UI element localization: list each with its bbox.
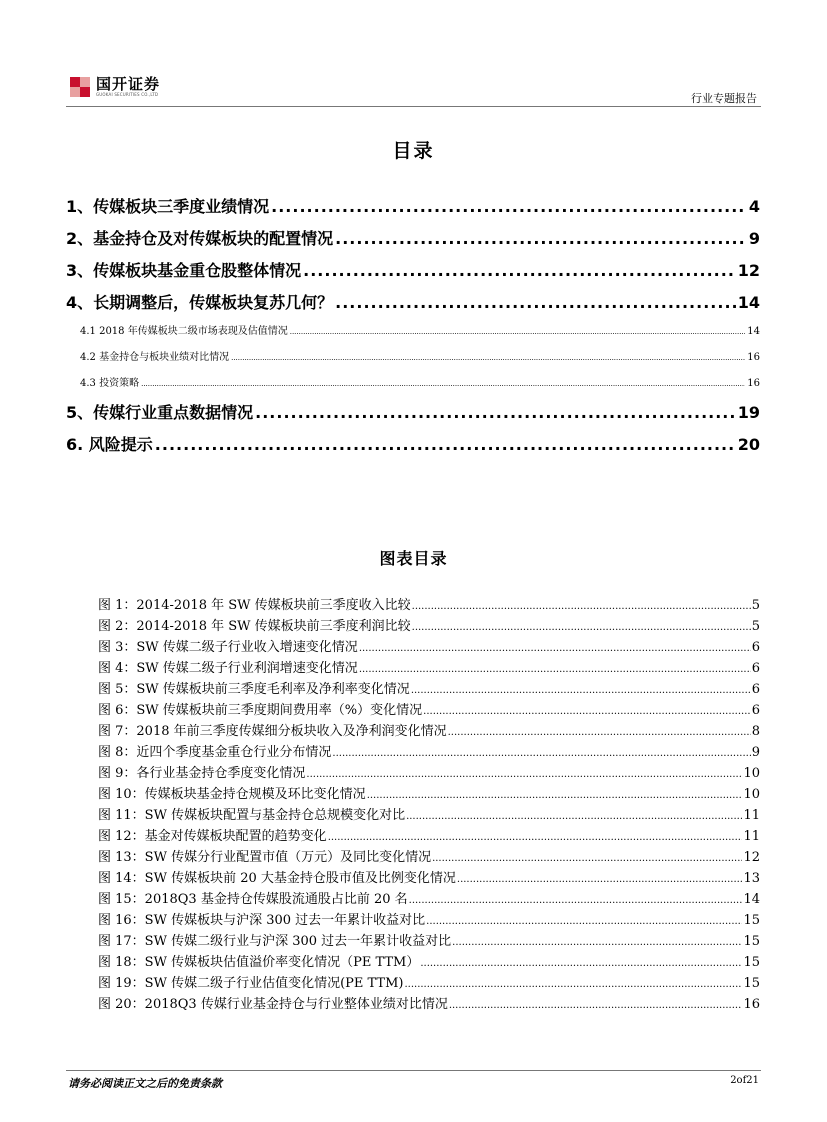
figure-entry-page: 15 xyxy=(743,934,760,949)
figure-entry[interactable] xyxy=(98,847,760,868)
toc-entry[interactable] xyxy=(66,345,760,371)
toc-entry[interactable] xyxy=(66,429,760,461)
figure-entry[interactable] xyxy=(98,637,760,658)
toc-entry-page: 19 xyxy=(737,403,760,422)
toc-entry-page: 16 xyxy=(747,352,760,363)
figure-entry-label: 图 4：SW 传媒二级子行业利润增速变化情况 xyxy=(98,661,358,676)
figure-entry-label: 图 20：2018Q3 传媒行业基金持仓与行业整体业绩对比情况 xyxy=(98,997,448,1012)
figure-entry-label: 图 1：2014-2018 年 SW 传媒板块前三季度收入比较 xyxy=(98,598,411,613)
figure-entry-label: 图 19：SW 传媒二级子行业估值变化情况(PE TTM) xyxy=(98,976,404,991)
toc-entry[interactable] xyxy=(66,287,760,319)
figure-leader-dots xyxy=(452,931,742,953)
figure-leader-dots xyxy=(404,973,742,995)
toc-entry-label: 4、长期调整后，传媒板块复苏几何？ xyxy=(66,293,334,312)
figure-entry-page: 15 xyxy=(743,913,760,928)
brand-name: 国开证券 xyxy=(96,75,161,93)
figure-entry-page: 14 xyxy=(743,892,760,907)
figure-leader-dots xyxy=(306,763,742,785)
figure-entry-label: 图 14：SW 传媒板块前 20 大基金持仓股市值及比例变化情况 xyxy=(98,871,456,886)
toc-entry-page: 16 xyxy=(747,378,760,389)
figure-entry[interactable] xyxy=(98,973,760,994)
toc-leader-dots xyxy=(231,345,745,371)
figure-entry[interactable] xyxy=(98,931,760,952)
report-type: 行业专题报告 xyxy=(691,92,757,105)
figure-entry[interactable] xyxy=(98,868,760,889)
figure-leader-dots xyxy=(411,679,751,701)
figure-entry-page: 5 xyxy=(751,619,760,634)
figure-entry-label: 图 2：2014-2018 年 SW 传媒板块前三季度利润比较 xyxy=(98,619,411,634)
figure-leader-dots xyxy=(448,721,751,743)
figure-leader-dots xyxy=(457,868,743,890)
figure-entry-page: 13 xyxy=(743,871,760,886)
toc-entry[interactable] xyxy=(66,223,760,255)
logo-mark-icon xyxy=(70,77,90,97)
figure-entry[interactable] xyxy=(98,721,760,742)
figure-entry[interactable] xyxy=(98,889,760,910)
toc-entry[interactable] xyxy=(66,255,760,287)
figure-entry-page: 10 xyxy=(743,787,760,802)
figure-leader-dots xyxy=(423,700,751,722)
figure-list-title: 图表目录 xyxy=(379,549,448,568)
toc-entry-label: 6. 风险提示 xyxy=(66,435,153,454)
figure-leader-dots xyxy=(412,616,751,638)
company-logo xyxy=(70,76,160,98)
figure-entry[interactable] xyxy=(98,763,760,784)
toc-leader-dots xyxy=(271,191,747,223)
header-divider xyxy=(66,106,761,107)
figure-entry[interactable] xyxy=(98,952,760,973)
figure-entry[interactable] xyxy=(98,742,760,763)
figure-entry-page: 6 xyxy=(751,703,760,718)
figure-leader-dots xyxy=(359,658,751,680)
toc-leader-dots xyxy=(290,319,746,345)
figure-entry[interactable] xyxy=(98,679,760,700)
toc-entry-label: 2、基金持仓及对传媒板块的配置情况 xyxy=(66,229,334,248)
footer-divider xyxy=(66,1070,761,1071)
figure-entry-label: 图 15：2018Q3 基金持仓传媒股流通股占比前 20 名 xyxy=(98,892,408,907)
toc-entry[interactable] xyxy=(66,397,760,429)
figure-leader-dots xyxy=(412,595,751,617)
figure-entry-page: 6 xyxy=(751,682,760,697)
figure-entry[interactable] xyxy=(98,805,760,826)
figure-leader-dots xyxy=(406,805,742,827)
figure-entry-page: 11 xyxy=(743,829,760,844)
figure-entry-label: 图 11：SW 传媒板块配置与基金持仓总规模变化对比 xyxy=(98,808,406,823)
figure-entry[interactable] xyxy=(98,658,760,679)
toc-entry-page: 4 xyxy=(748,197,760,216)
figure-entry[interactable] xyxy=(98,784,760,805)
figure-entry-page: 10 xyxy=(743,766,760,781)
figure-entry-label: 图 10：传媒板块基金持仓规模及环比变化情况 xyxy=(98,787,366,802)
figure-entry-page: 11 xyxy=(743,808,760,823)
figure-entry-page: 15 xyxy=(743,955,760,970)
figure-leader-dots xyxy=(367,784,743,806)
toc-entry[interactable] xyxy=(66,371,760,397)
page-indicator: 2of21 xyxy=(730,1075,759,1086)
figure-leader-dots xyxy=(359,637,751,659)
footer-disclaimer: 请务必阅读正文之后的免责条款 xyxy=(68,1077,222,1090)
toc-entry-label: 3、传媒板块基金重仓股整体情况 xyxy=(66,261,302,280)
figure-entry-label: 图 12：基金对传媒板块配置的趋势变化 xyxy=(98,829,327,844)
figure-leader-dots xyxy=(332,742,750,764)
figure-entry-page: 12 xyxy=(743,850,760,865)
figure-entry-label: 图 5：SW 传媒板块前三季度毛利率及净利率变化情况 xyxy=(98,682,410,697)
figure-entry[interactable] xyxy=(98,700,760,721)
figure-entry-page: 15 xyxy=(743,976,760,991)
toc-entry-page: 9 xyxy=(748,229,760,248)
figure-list xyxy=(98,595,760,1015)
toc-leader-dots xyxy=(335,287,736,319)
figure-entry[interactable] xyxy=(98,994,760,1015)
figure-entry-label: 图 16：SW 传媒板块与沪深 300 过去一年累计收益对比 xyxy=(98,913,426,928)
figure-leader-dots xyxy=(409,889,743,911)
toc-entry-label: 4.3 投资策略 xyxy=(80,378,140,389)
toc-entry-label: 5、传媒行业重点数据情况 xyxy=(66,403,254,422)
toc-leader-dots xyxy=(141,371,745,397)
toc-title: 目录 xyxy=(392,140,435,162)
toc-leader-dots xyxy=(255,397,736,429)
figure-entry-page: 5 xyxy=(751,598,760,613)
figure-entry-label: 图 13：SW 传媒分行业配置市值（万元）及同比变化情况 xyxy=(98,850,432,865)
figure-entry-label: 图 8：近四个季度基金重仓行业分布情况 xyxy=(98,745,332,760)
figure-leader-dots xyxy=(426,910,742,932)
figure-entry-label: 图 7：2018 年前三季度传媒细分板块收入及净利润变化情况 xyxy=(98,724,447,739)
figure-entry-page: 6 xyxy=(751,640,760,655)
figure-leader-dots xyxy=(449,994,743,1016)
figure-leader-dots xyxy=(328,826,743,848)
toc-entry[interactable] xyxy=(66,319,760,345)
figure-entry[interactable] xyxy=(98,616,760,637)
figure-entry-label: 图 6：SW 传媒板块前三季度期间费用率（%）变化情况 xyxy=(98,703,423,718)
figure-entry[interactable] xyxy=(98,910,760,931)
figure-entry-label: 图 18：SW 传媒板块估值溢价率变化情况（PE TTM） xyxy=(98,955,420,970)
toc-leader-dots xyxy=(155,429,736,461)
figure-entry-page: 16 xyxy=(743,997,760,1012)
figure-leader-dots xyxy=(420,952,742,974)
figure-entry[interactable] xyxy=(98,595,760,616)
toc-leader-dots xyxy=(303,255,736,287)
figure-entry-label: 图 9：各行业基金持仓季度变化情况 xyxy=(98,766,306,781)
toc-leader-dots xyxy=(335,223,747,255)
toc-entry-page: 12 xyxy=(737,261,760,280)
toc-entry-label: 4.2 基金持仓与板块业绩对比情况 xyxy=(80,352,230,363)
figure-entry-label: 图 3：SW 传媒二级子行业收入增速变化情况 xyxy=(98,640,358,655)
toc-entry-page: 14 xyxy=(747,326,760,337)
figure-entry-label: 图 17：SW 传媒二级行业与沪深 300 过去一年累计收益对比 xyxy=(98,934,452,949)
figure-entry-page: 6 xyxy=(751,661,760,676)
toc-entry-label: 4.1 2018 年传媒板块二级市场表现及估值情况 xyxy=(80,326,288,337)
toc-entry[interactable] xyxy=(66,191,760,223)
brand-subtitle: GUOKAI SECURITIES CO.,LTD xyxy=(96,92,159,97)
toc-entry-page: 20 xyxy=(737,435,760,454)
figure-entry[interactable] xyxy=(98,826,760,847)
toc-entry-label: 1、传媒板块三季度业绩情况 xyxy=(66,197,270,216)
toc-entry-page: 14 xyxy=(737,293,760,312)
figure-leader-dots xyxy=(432,847,742,869)
figure-entry-page: 9 xyxy=(751,745,760,760)
figure-entry-page: 8 xyxy=(751,724,760,739)
toc-list xyxy=(66,191,760,461)
